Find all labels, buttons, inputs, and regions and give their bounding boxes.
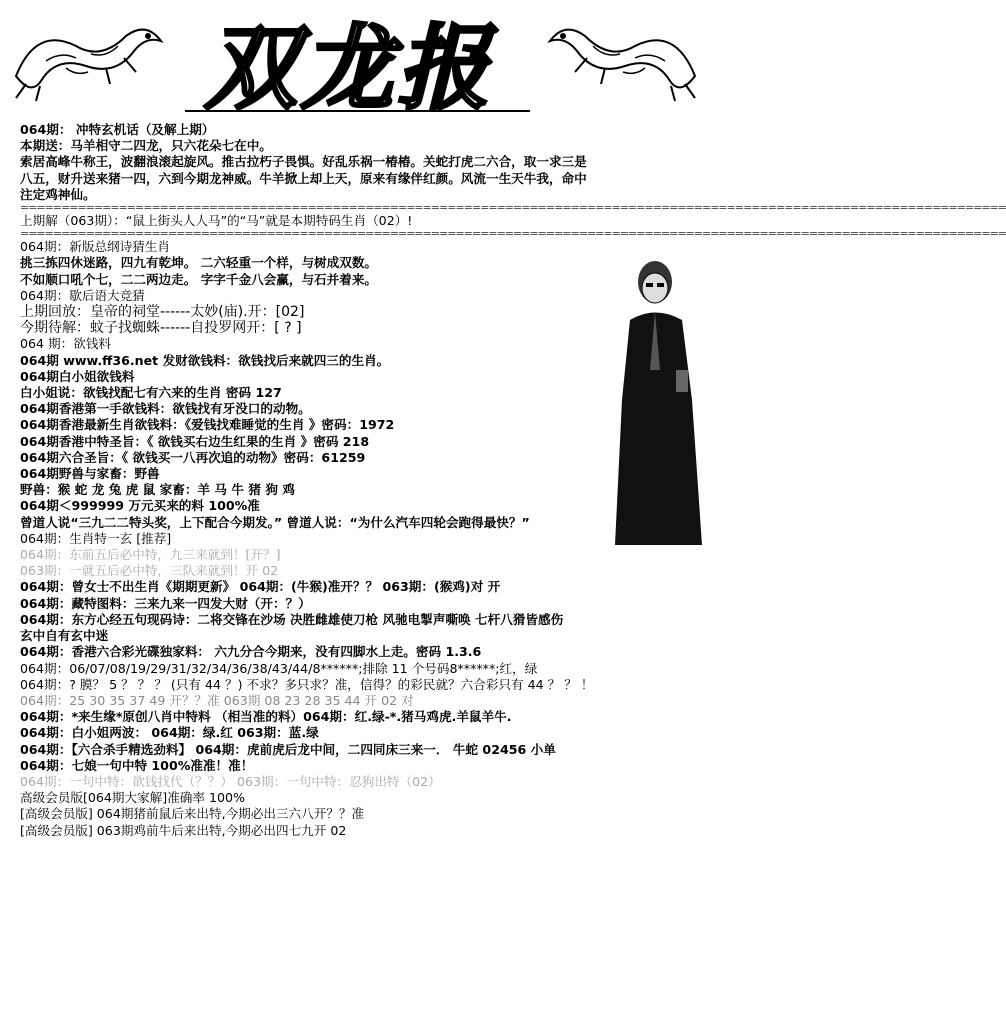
text-line: 064期：曾女士不出生肖《期期更新》 064期：(牛猴)准开？？ 063期：(猴鸡)对 开 xyxy=(20,579,501,595)
text-line: 064期：【六合杀手精选劲料】 064期：虎前虎后龙中间，二四同床三来一． 牛蛇 02456 小单 xyxy=(20,741,556,757)
text-line: 挑三拣四休迷路，四九有乾坤。 二六轻重一个样，与树成双数。 xyxy=(20,255,378,271)
text-line: 野兽：猴 蛇 龙 兔 虎 鼠 家畜：羊 马 牛 猪 狗 鸡 xyxy=(20,482,295,498)
logo-title: 双龙报 xyxy=(205,14,494,122)
text-line: 曾道人说“三九二二特头奖，上下配合今期发。” 曾道人说：“为什么汽车四轮会跑得最快？” xyxy=(20,514,530,530)
text-line: 064期：生肖特一玄 [推荐] xyxy=(20,530,172,546)
text-line: 今期待解：蚊子找蜘蛛------自投罗网开：[ ? ] xyxy=(20,320,302,337)
text-line: 064期：藏特图料：三来九来一四发大财（开：？） xyxy=(20,595,311,611)
text-line: 白小姐说：欲钱找配七有六来的生肖 密码 127 xyxy=(20,385,282,401)
text-line: 八五，财升送来猪一四，六到今期龙神威。牛羊掀上却上天，原来有缘伴红颜。风流一生天牛我，命中 xyxy=(20,170,587,186)
text-line: 064期：东方心经五句现码诗：二将交锋在沙场 决胜雌雄使刀枪 风驰电掣声嘶唤 七杆八猾皆感伤 xyxy=(20,611,564,627)
separator-line: ======================================================================================================================== xyxy=(20,201,1006,215)
text-line: 本期送：马羊相守二四龙，只六花朵七在中。 xyxy=(20,138,272,154)
separator-line: ======================================================================================================================== xyxy=(20,227,1006,241)
text-line: 064 期：欲钱料 xyxy=(20,336,112,352)
text-line: 不如顺口吼个七，二二两边走。 字字千金八会赢，与石并着来。 xyxy=(20,271,378,287)
text-line: 高级会员版[064期大家解]准确率 100% xyxy=(20,790,245,806)
text-line: 064期：新版总纲诗猜生肖 xyxy=(20,239,170,255)
text-line: [高级会员版] 064期猪前鼠后来出特,今期必出三六八开？？准 xyxy=(20,806,365,822)
text-line: 063期：一就五后必中特，三队来就到！开 02 xyxy=(20,563,279,579)
text-line: 064期白小姐欲钱料 xyxy=(20,368,135,384)
text-line: 064期：七娘一句中特 100%准准！准！ xyxy=(20,757,254,773)
text-line: 064期：香港六合彩光碟独家料： 六九分合今期来，没有四脚水上走。密码 1.3.6 xyxy=(20,644,482,660)
text-line: 064期：25 30 35 37 49 开？？准 063期 08 23 28 35 44 开 02 对 xyxy=(20,692,414,708)
text-line: 064期＜999999 万元买来的料 100%准 xyxy=(20,498,260,514)
text-line: 上期解（063期）：“鼠上街头人人马”的“马”就是本期特码生肖（02）! xyxy=(20,213,413,229)
text-line: 064期香港第一手欲钱料：欲钱找有牙没口的动物。 xyxy=(20,401,311,417)
text-line: 064期香港最新生肖欲钱料：《爱钱找难睡觉的生肖 》密码：1972 xyxy=(20,417,395,433)
text-line: 064期：白小姐两波： 064期：绿.红 063期：蓝.绿 xyxy=(20,725,319,741)
dragon-right-icon xyxy=(540,6,705,106)
text-line: 064期香港中特圣旨：《 欲钱买右边生红果的生肖 》密码 218 xyxy=(20,433,370,449)
text-line: 玄中自有玄中迷 xyxy=(20,628,109,644)
text-line: 064期：? 膜？ 5 ？ ？ ？ (只有 44 ？) 不求？多只求？准，信得？的彩民就？六合彩只有 44 ？ ？ ！ xyxy=(20,676,594,692)
masthead xyxy=(0,0,711,120)
text-line: 064期野兽与家畜：野兽 xyxy=(20,466,160,482)
text-line: 064期：一句中特：欲钱找代（？？） 063期：一句中特：忍狗出特（02） xyxy=(20,773,441,789)
text-line: 注定鸡神仙。 xyxy=(20,186,96,202)
dragon-left-icon xyxy=(6,6,171,106)
logo-underline xyxy=(185,110,530,112)
text-line: 064期：东前五后必中特，九三来就到！[开？] xyxy=(20,547,281,563)
text-line: 064期：06/07/08/19/29/31/32/34/36/38/43/44/8******;排除 11 个号码8******;红，绿 xyxy=(20,660,538,676)
text-line: 064期： 冲特玄机话（及解上期） xyxy=(20,122,215,137)
text-line: [高级会员版] 063期鸡前牛后来出特,今期必出四七九开 02 xyxy=(20,822,347,838)
text-line: 064期 www.ff36.net 发财欲钱料：欲钱找后来就四三的生肖。 xyxy=(20,352,390,368)
text-line: 064期：歇后语大竞猜 xyxy=(20,287,145,303)
text-line: 索居高峰牛称王，波翻浪滚起旋风。推古拉朽子畏惧。好乱乐祸一椿椿。关蛇打虎二六合，取一求三是 xyxy=(20,154,587,170)
article-body xyxy=(20,122,1006,839)
text-line: 064期：*来生缘*原创八肖中特料 （相当准的料）064期：红.绿-*.猪马鸡虎.羊鼠羊牛. xyxy=(20,709,512,725)
text-line: 064期六合圣旨：《 欲钱买一八再次追的动物》密码：61259 xyxy=(20,449,366,465)
text-line: 上期回放：皇帝的祠堂------太妙(庙).开：[02] xyxy=(20,304,305,321)
